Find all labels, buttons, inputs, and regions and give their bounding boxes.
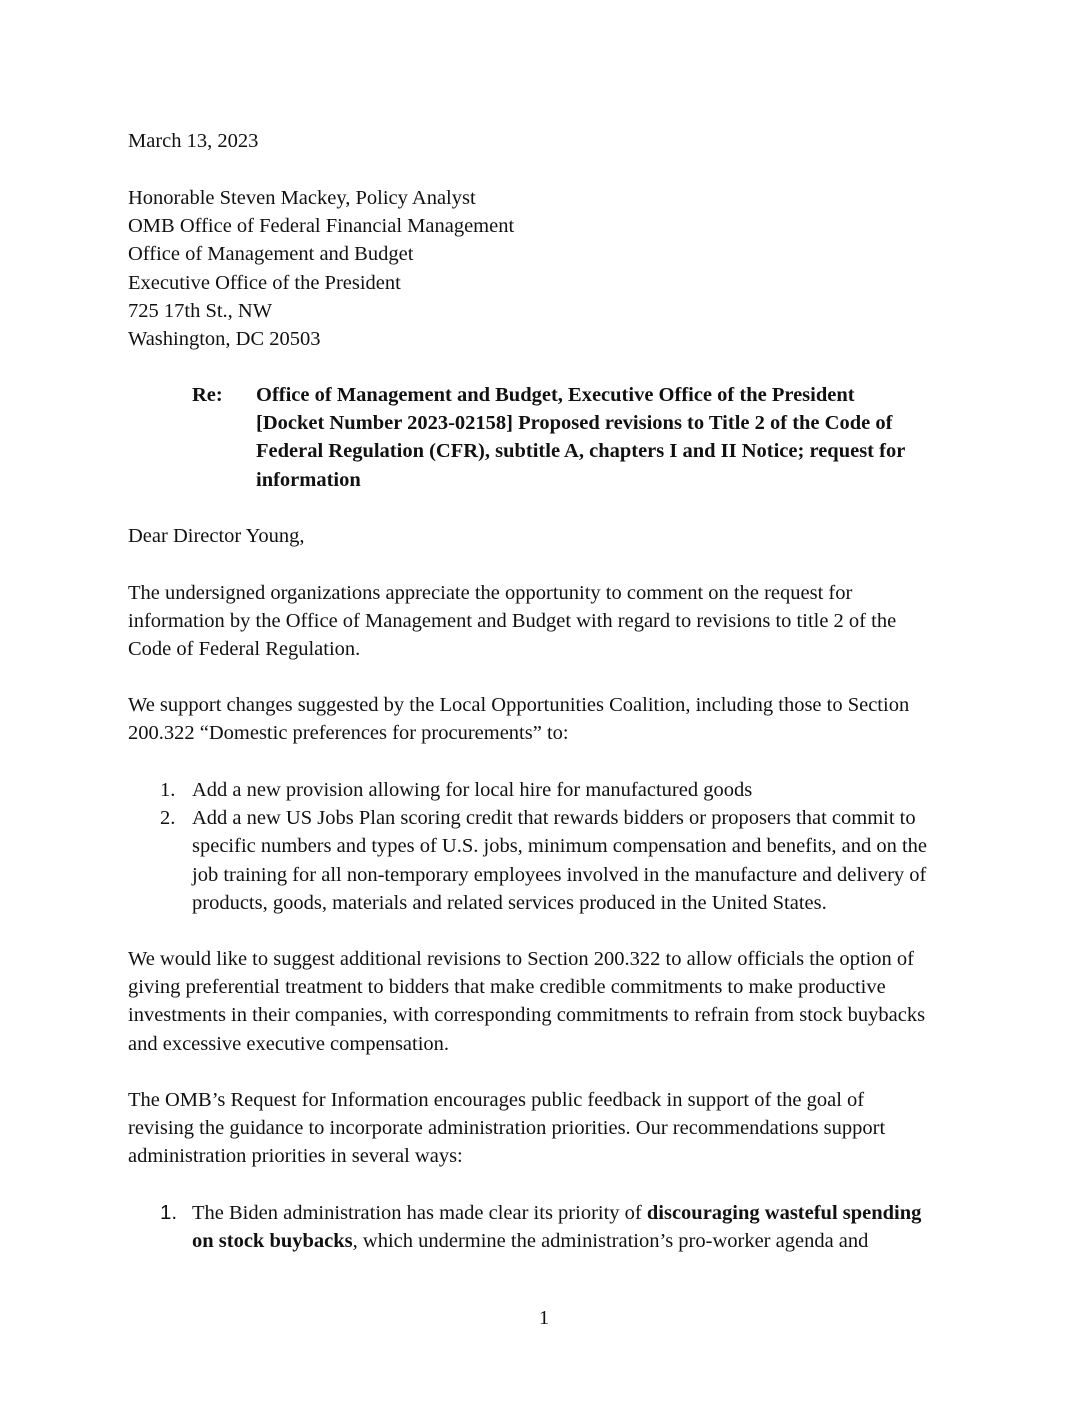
numbered-list-changes [128, 776, 968, 917]
list-item-line [192, 1199, 968, 1227]
list-item-number: 2. [160, 807, 176, 830]
list-item-line: products, goods, materials and related services produced in the United States. [192, 891, 827, 914]
paragraph-line: We support changes suggested by the Local Opportunities Coalition, including those to Section [128, 694, 910, 716]
paragraph-intro [128, 579, 963, 664]
recipient-line: Office of Management and Budget [128, 243, 414, 266]
subject-line: Office of Management and Budget, Executive Office of the President [256, 384, 855, 406]
recipient-line: Washington, DC 20503 [128, 328, 321, 351]
list-item [128, 804, 968, 917]
subject-line: [Docket Number 2023-02158] Proposed revisions to Title 2 of the Code of [256, 412, 893, 435]
paragraph-line: information by the Office of Management and Budget with regard to revisions to title 2 of the [128, 610, 897, 633]
list-item-number: 1. [160, 779, 176, 801]
list-item-text-run: The Biden administration has made clear its priority of [192, 1202, 647, 1224]
subject-line: information [256, 468, 361, 491]
paragraph-line: administration priorities in several ways: [128, 1145, 463, 1168]
numbered-list-priorities [128, 1199, 968, 1255]
recipient-line: Honorable Steven Mackey, Policy Analyst [128, 187, 476, 209]
list-item [128, 776, 968, 804]
list-item-line: specific numbers and types of U.S. jobs, minimum compensation and benefits, and on the [192, 835, 928, 858]
list-item-text [192, 776, 968, 804]
salutation: Dear Director Young, [128, 525, 305, 547]
subject-line: Federal Regulation (CFR), subtitle A, chapters I and II Notice; request for [256, 440, 906, 463]
paragraph-suggestion [128, 945, 963, 1058]
paragraph-line: revising the guidance to incorporate administration priorities. Our recommendations support [128, 1117, 886, 1140]
letter-date: March 13, 2023 [128, 130, 259, 152]
list-item [128, 1199, 968, 1255]
recipient-line: OMB Office of Federal Financial Management [128, 215, 515, 238]
list-item-line [192, 1227, 968, 1255]
paragraph-line: investments in their companies, with corresponding commitments to refrain from stock buybacks [128, 1004, 926, 1027]
paragraph-line: giving preferential treatment to bidders that make credible commitments to make productive [128, 976, 886, 999]
recipient-address [128, 184, 514, 353]
paragraph-priorities [128, 1086, 963, 1171]
recipient-line: Executive Office of the President [128, 271, 401, 294]
list-item-line: Add a new provision allowing for local hire for manufactured goods [192, 779, 753, 801]
page-number: 1 [538, 1307, 550, 1329]
emphasis-text: discouraging wasteful spending [646, 1202, 922, 1224]
list-item-text [192, 1199, 968, 1255]
paragraph-support [128, 691, 963, 747]
subject-label: Re: [192, 384, 223, 406]
recipient-line: 725 17th St., NW [128, 299, 273, 322]
emphasis-text: on stock buybacks [192, 1230, 353, 1253]
paragraph-line: We would like to suggest additional revisions to Section 200.322 to allow officials the option of [128, 948, 914, 970]
subject-text [256, 381, 956, 494]
list-item-text-run: , which undermine the administration’s pro-worker agenda and [352, 1230, 869, 1253]
paragraph-line: and excessive executive compensation. [128, 1032, 450, 1055]
list-item-number: 1. [160, 1201, 178, 1224]
paragraph-line: Code of Federal Regulation. [128, 638, 361, 661]
list-item-line: Add a new US Jobs Plan scoring credit that rewards bidders or proposers that commit to [192, 807, 916, 830]
paragraph-line: The OMB’s Request for Information encourages public feedback in support of the goal of [128, 1089, 865, 1111]
paragraph-line: The undersigned organizations appreciate the opportunity to comment on the request for [128, 582, 853, 604]
list-item-text [192, 804, 968, 917]
list-item-line: job training for all non-temporary employees involved in the manufacture and delivery of [192, 863, 927, 886]
paragraph-line: 200.322 “Domestic preferences for procurements” to: [128, 722, 569, 745]
